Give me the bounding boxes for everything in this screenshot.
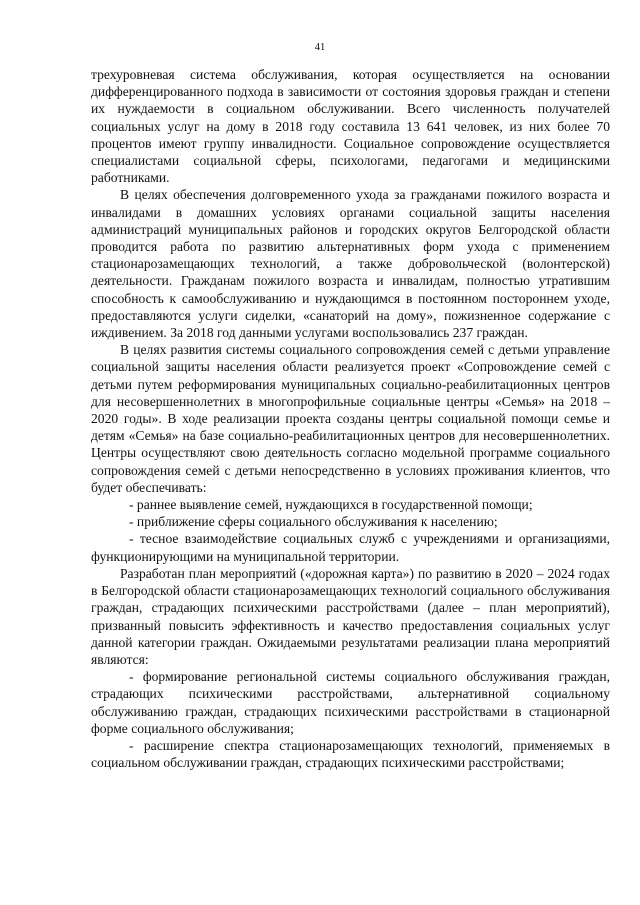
list-item-cooperation: - тесное взаимодействие социальных служб с учреждениями и организациями, функционирующими на муниципальной территории. [91,531,610,564]
document-body [91,66,610,771]
list-item-approach-services: - приближение сферы социального обслуживания к населению; [129,514,498,530]
paragraph-roadmap: Разработан план мероприятий («дорожная карта») по развитию в 2020 – 2024 годах в Белгородской области стационарозамещающих технологий социального обслуживания граждан, страдающих психическими расстройствами (далее – план мероприятий), призванный повысить эффективность и качество предоставления социальных услуг данной категории граждан. Ожидаемыми результатами реализации плана мероприятий являются: [91,565,610,667]
list-item-early-detection: - раннее выявление семей, нуждающихся в государственной помощи; [129,497,533,513]
paragraph-long-term-care: В целях обеспечения долговременного ухода за гражданами пожилого возраста и инвалидами в домашних условиях органами социальной защиты населения администраций муниципальных районов и городских округов Белгородской области проводится работа по развитию альтернативных форм ухода с применением стационарозамещающих технологий, а также добровольческой (волонтерской) деятельности. Гражданам пожилого возраста и инвалидам, полностью утратившим способность к самообслуживанию и нуждающимся в постоянном постороннем уходе, предоставляются услуги сиделки, «санаторий на дому», пожизненное содержание с иждивением. За 2018 год данными услугами воспользовались 237 граждан. [91,187,610,341]
list-item-regional-system: - формирование региональной системы социального обслуживания граждан, страдающих психическими расстройствами, альтернативной социальному обслуживанию граждан, страдающих психическими расстройствами в стационарной форме социального обслуживания; [91,669,610,736]
paragraph-family-support: В целях развития системы социального сопровождения семей с детьми управление социальной защиты населения области реализуется проект «Сопровождение семей с детьми путем реформирования муниципальных социально-реабилитационных центров для несовершеннолетних в многопрофильные социальные центры «Семья» на 2018 – 2020 годы». В ходе реализации проекта созданы центры социальной помощи семье и детям «Семья» на базе социально-реабилитационных центров для несовершеннолетних. Центры осуществляют свою деятельность согласно модельной программе социального сопровождения семей с детьми непосредственно в условиях проживания клиентов, что будет обеспечивать: [91,342,610,495]
paragraph-continuation: трехуровневая система обслуживания, которая осуществляется на основании дифференцированного подхода в зависимости от состояния здоровья граждан и степени их нуждаемости в социальном обслуживании. Всего численность получателей социальных услуг на дому в 2018 году составила 13 641 человек, из них более 70 процентов имеют группу инвалидности. Социальное сопровождение осуществляется специалистами социальной сферы, психологами, педагогами и медицинскими работниками. [91,67,610,186]
list-item-expand-technologies: - расширение спектра стационарозамещающих технологий, применяемых в социальном обслуживании граждан, страдающих психическими расстройствами; [91,737,610,771]
page-number: 41 [314,42,326,53]
